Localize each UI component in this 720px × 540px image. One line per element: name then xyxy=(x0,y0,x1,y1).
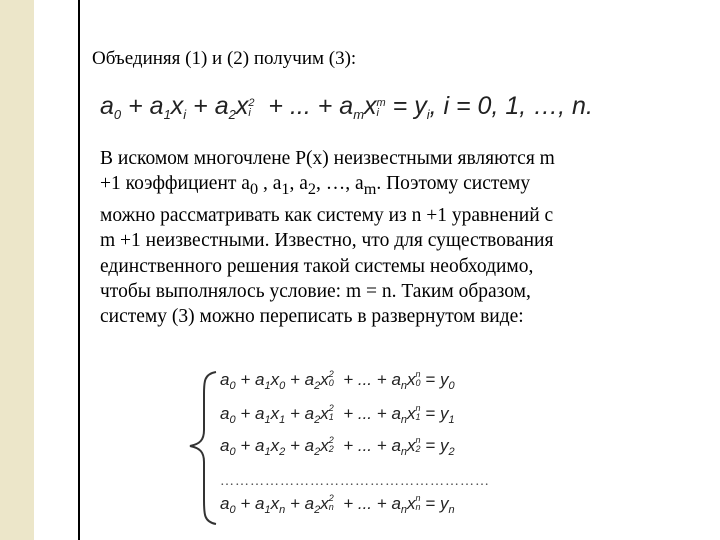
system-separator: ……………………………………………… xyxy=(220,474,490,489)
paragraph-line-3: можно рассматривать как систему из n +1 уравнений с xyxy=(100,204,554,226)
paragraph-line-4: m +1 неизвестными. Известно, что для существования xyxy=(100,230,554,252)
general-formula: $a_0 + a_1x_i + a_2x2$ i + ... + $a_mxm$ $i = y_i$, i = 0, 1, …, n. xyxy=(100,92,593,122)
paragraph-line-5: единственного решения такой системы необходимо, xyxy=(100,255,534,277)
system-row-2: $a_0 + a_1x_2 + a_2x2$ 2 + ... + $a_nxn$ $2 = y_2$ xyxy=(220,435,455,458)
paragraph-line-6: чтобы выполнялось условие: m = n. Таким образом, xyxy=(100,280,531,302)
equation-system xyxy=(182,368,582,528)
slide-heading: Объединяя (1) и (2) получим (3): xyxy=(92,48,357,69)
system-row-1: $a_0 + a_1x_1 + a_2x2$ 1 + ... + $a_nxn$ $1 = y_1$ xyxy=(220,403,455,426)
system-row-n: $a_0 + a_1x_n + a_2x2$ n + ... + $a_nxn$ $n = y_n$ xyxy=(220,493,455,516)
left-brace-icon xyxy=(182,368,222,528)
decorative-side-stripe xyxy=(0,0,34,540)
system-row-0: $a_0 + a_1x_0 + a_2x2$ 0 + ... + $a_nxn$ $0 = y_0$ xyxy=(220,369,455,392)
paragraph-line-2: +1 коэффициент $a_0$ , $a_1$, $a_2$, …, $a_m$. Поэтому систему xyxy=(100,173,531,199)
paragraph-line-7: систему (3) можно переписать в развернутом виде: xyxy=(100,306,524,328)
explanation-paragraph xyxy=(100,146,680,330)
paragraph-line-1: В искомом многочлене P(x) неизвестными являются m xyxy=(100,148,555,169)
